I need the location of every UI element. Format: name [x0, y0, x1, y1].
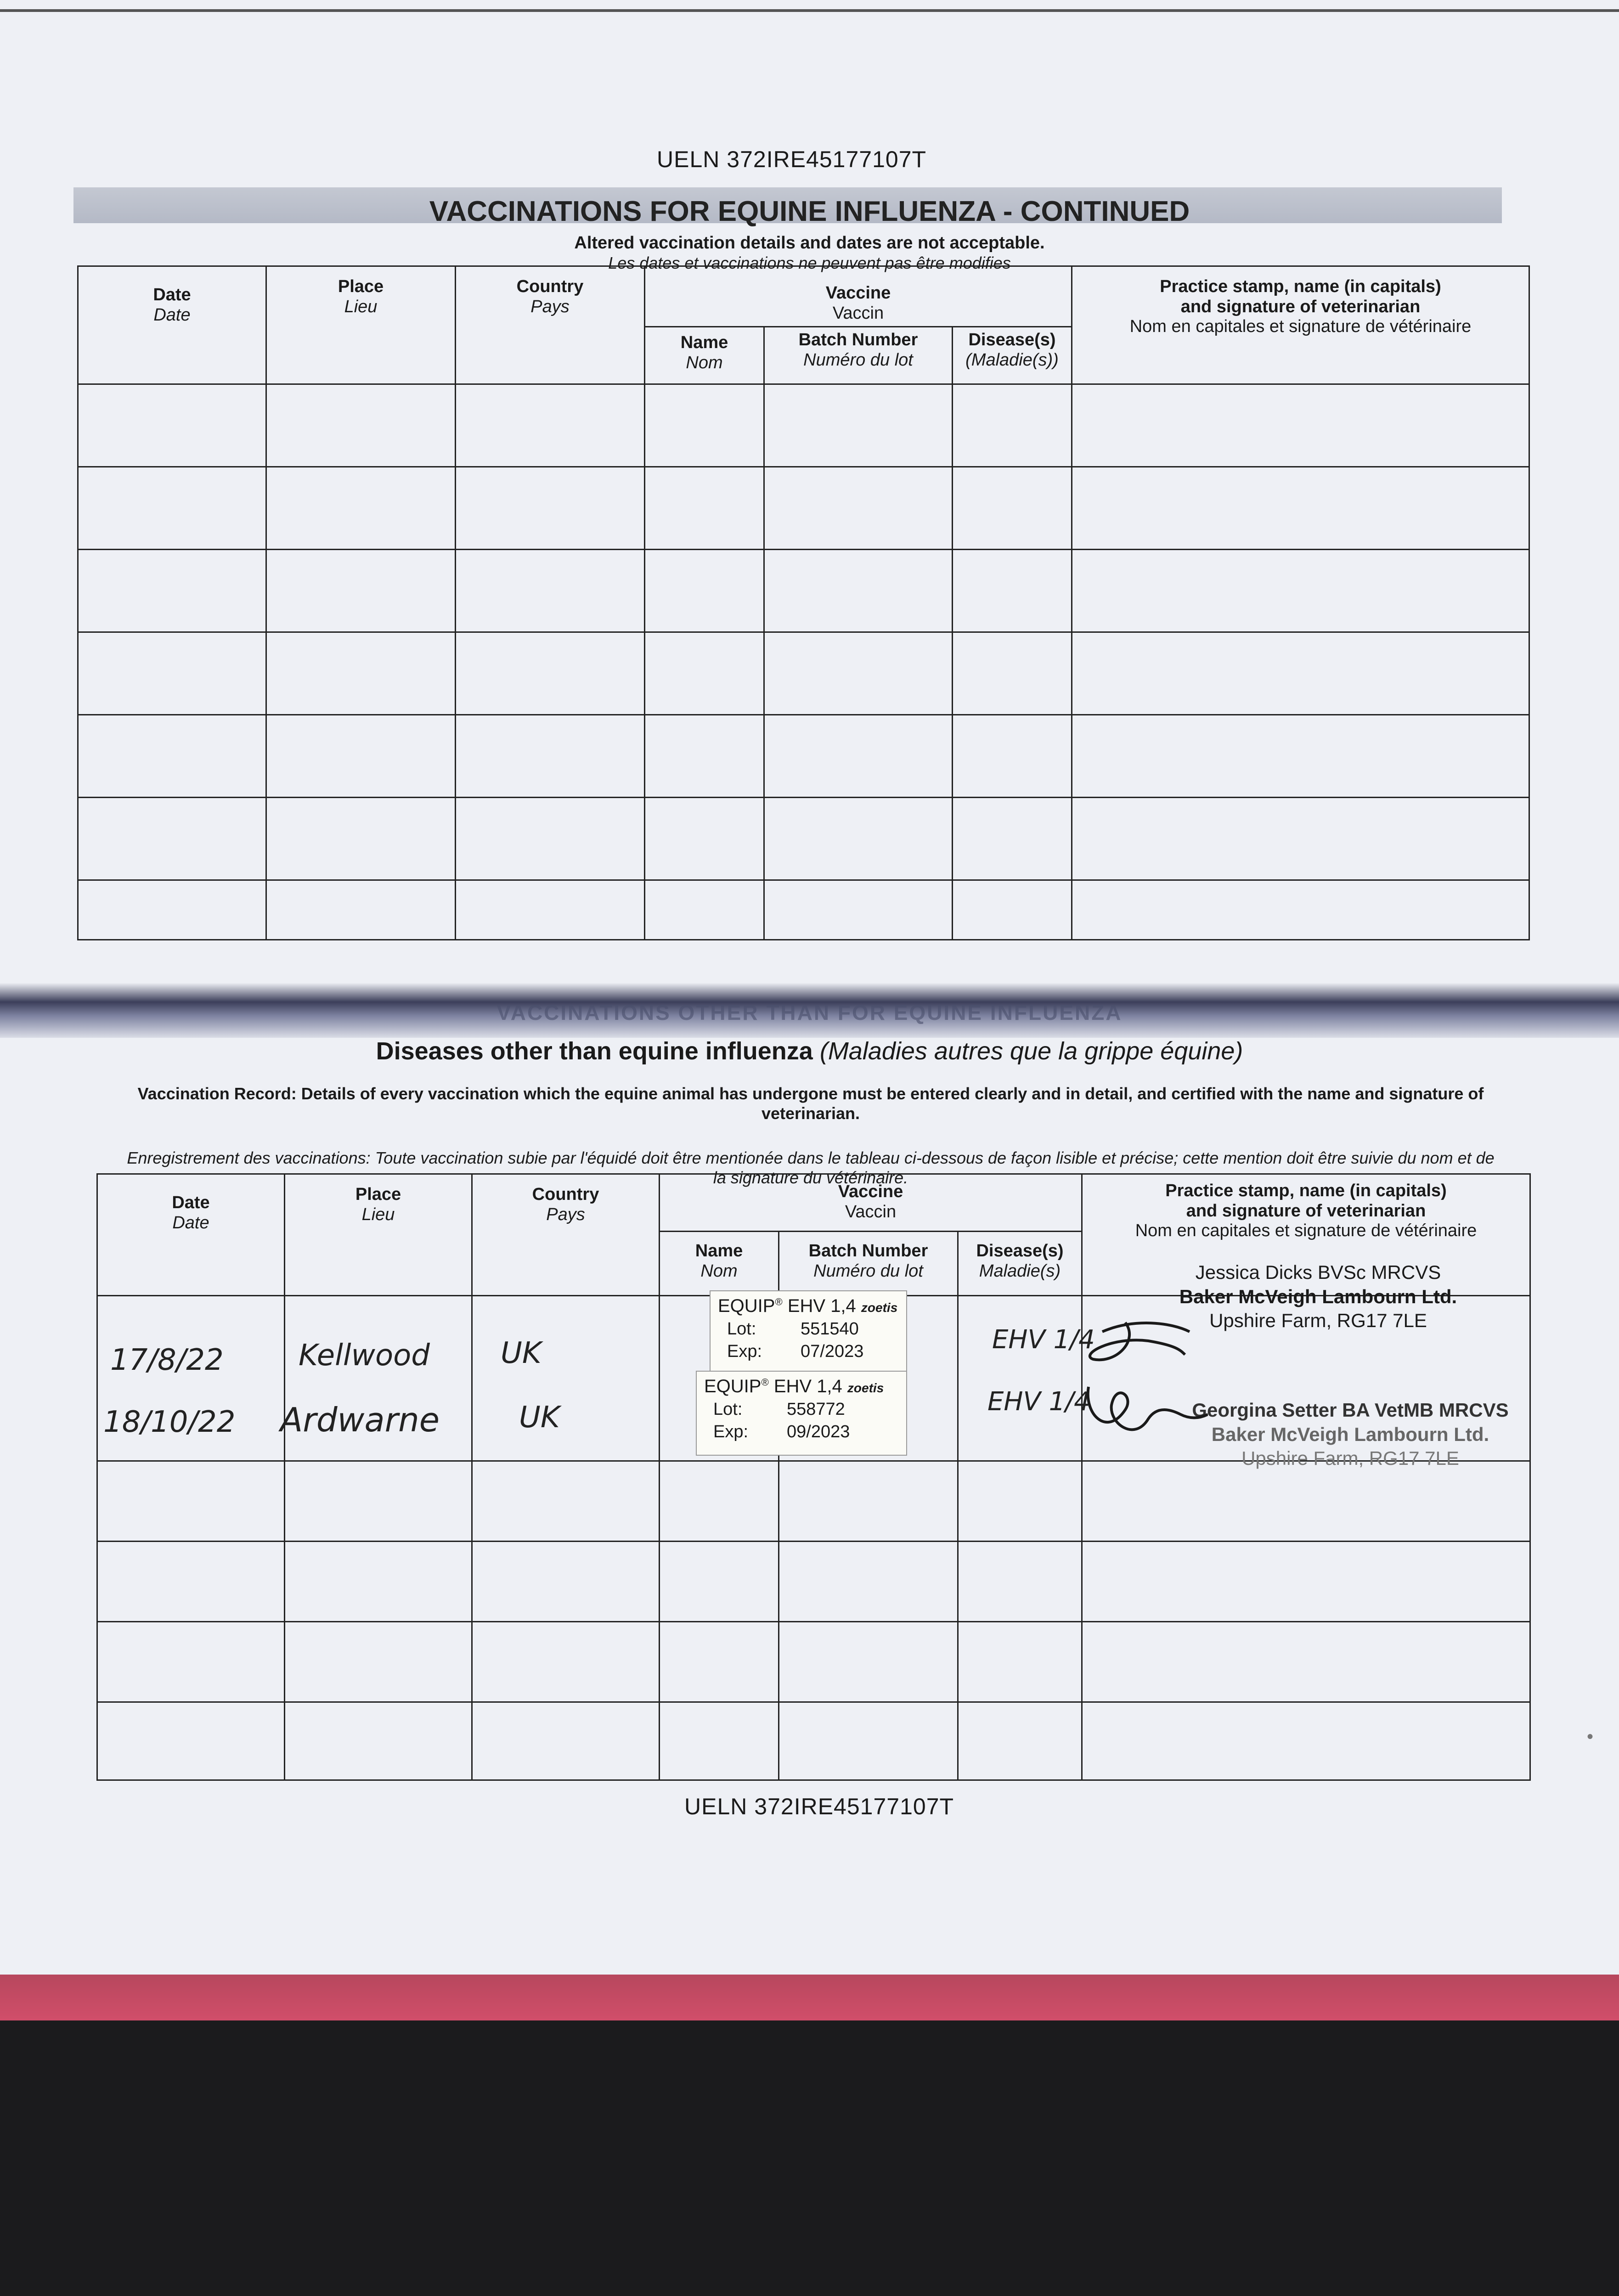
record-instructions-en: Vaccination Record: Details of every vaccination which the equine animal has undergone must be entered clearly and in detail, and certified with the name and signature of veterinarian. — [137, 1084, 1484, 1123]
sticker2-brand: zoetis — [847, 1381, 884, 1395]
header-vaccine-label-fr: Vaccin — [832, 303, 884, 323]
header-name — [660, 1232, 779, 1296]
header-date-label-fr: Date — [172, 1213, 209, 1232]
vet1-practice: Baker McVeigh Lambourn Ltd. — [1179, 1285, 1457, 1307]
sticker1-lot-label: Lot: — [727, 1319, 756, 1339]
scan-edge-strip — [0, 1975, 1619, 2020]
sticker1-exp: 07/2023 — [801, 1342, 864, 1361]
header-batch — [779, 1232, 958, 1296]
header-country — [472, 1174, 660, 1296]
table-row — [78, 880, 1529, 940]
sticker1-exp-label: Exp: — [727, 1342, 762, 1361]
header-date-label: Date — [153, 285, 191, 304]
header-place — [266, 266, 456, 384]
header-name — [645, 327, 764, 384]
table-row — [97, 1542, 1530, 1622]
sticker2-lot: 558772 — [787, 1400, 845, 1419]
sticker2-exp-label: Exp: — [713, 1422, 749, 1441]
sticker1-brand: zoetis — [861, 1300, 898, 1315]
influenza-vaccination-table — [77, 265, 1530, 940]
entry2-disease: EHV 1/4 — [987, 1387, 1090, 1417]
header-stamp-line2: and signature of veterinarian — [1180, 297, 1421, 316]
page-speck: • — [1587, 1727, 1594, 1747]
sticker2-lot-row — [704, 1400, 899, 1419]
section2-title-en: Diseases other than equine influenza — [376, 1037, 813, 1065]
header-disease-label-fr: Maladie(s) — [979, 1261, 1061, 1281]
vet2-name: Georgina Setter BA VetMB MRCVS — [1192, 1399, 1509, 1421]
header-practice-stamp — [1072, 266, 1529, 384]
table-row — [78, 550, 1529, 632]
vet1-address: Upshire Farm, RG17 7LE — [1209, 1310, 1427, 1331]
section1-subtitle-en: Altered vaccination details and dates are not acceptable. — [574, 233, 1045, 253]
signature-2 — [1088, 1387, 1208, 1429]
table-row — [97, 1702, 1530, 1780]
entry1-disease: EHV 1/4 — [992, 1325, 1095, 1355]
sticker1-lot: 551540 — [801, 1319, 859, 1339]
signature-1 — [1090, 1322, 1190, 1360]
header-vaccine-label-fr: Vaccin — [845, 1202, 897, 1221]
sticker2-lot-label: Lot: — [713, 1400, 743, 1419]
header-country-label-fr: Pays — [530, 297, 570, 316]
section2-title — [0, 1037, 1619, 1065]
header-name-label: Name — [695, 1241, 743, 1261]
section2-title-fr: (Maladies autres que la grippe équine) — [819, 1037, 1243, 1065]
table-row — [78, 632, 1529, 715]
sticker2-exp: 09/2023 — [787, 1422, 850, 1441]
header-disease-label: Disease(s) — [976, 1241, 1064, 1261]
header-vaccine — [645, 266, 1072, 327]
entry1-country: UK — [501, 1336, 542, 1370]
header-disease — [953, 327, 1072, 384]
vet-stamp-2 — [1176, 1398, 1525, 1471]
header-batch — [764, 327, 953, 384]
header-batch-label-fr: Numéro du lot — [803, 350, 913, 370]
page-edge-line — [0, 9, 1619, 12]
header-batch-label: Batch Number — [798, 330, 918, 349]
header-disease-label: Disease(s) — [968, 330, 1056, 349]
table-row — [97, 1622, 1530, 1702]
header-disease-label-fr: (Maladie(s)) — [965, 350, 1059, 370]
header-vaccine-label: Vaccine — [825, 283, 891, 303]
header-place-label-fr: Lieu — [344, 297, 378, 316]
header-country — [456, 266, 645, 384]
header-name-label: Name — [680, 333, 728, 352]
entry2-place: Ardwarne — [280, 1401, 440, 1439]
vet2-address: Upshire Farm, RG17 7LE — [1241, 1447, 1459, 1469]
section1-title: VACCINATIONS FOR EQUINE INFLUENZA - CONTINUED — [429, 196, 1190, 227]
header-date — [97, 1174, 285, 1296]
entry2-country: UK — [519, 1401, 560, 1435]
header-place-label: Place — [338, 277, 384, 296]
header-name-label-fr: Nom — [700, 1261, 738, 1281]
header-stamp-fr: Nom en capitales et signature de vétérinaire — [1135, 1221, 1477, 1241]
header-batch-label-fr: Numéro du lot — [813, 1261, 923, 1281]
header-vaccine-label: Vaccine — [838, 1182, 903, 1201]
sticker1-title: EQUIP® EHV 1,4 zoetis — [718, 1296, 898, 1316]
header-stamp-line1: Practice stamp, name (in capitals) — [1160, 277, 1441, 296]
sticker2-exp-row — [704, 1422, 899, 1442]
section1-subtitle-fr: Les dates et vaccinations ne peuvent pas être modifies — [608, 253, 1011, 272]
table-row — [78, 467, 1529, 550]
header-place — [285, 1174, 472, 1296]
sticker1-product-type: EHV 1,4 — [787, 1296, 856, 1316]
header-country-label: Country — [516, 277, 584, 296]
sticker2-product-name: EQUIP — [704, 1376, 762, 1396]
header-stamp-line1: Practice stamp, name (in capitals) — [1165, 1181, 1447, 1200]
ueln-top: UELN 372IRE45177107T — [657, 146, 927, 172]
vet-signatures — [1070, 1304, 1208, 1460]
vet2-practice: Baker McVeigh Lambourn Ltd. — [1211, 1423, 1489, 1445]
header-stamp-fr: Nom en capitales et signature de vétérinaire — [1129, 317, 1472, 337]
section2-faded-title: VACCINATIONS OTHER THAN FOR EQUINE INFLUENZA — [496, 1001, 1123, 1024]
header-date-label: Date — [172, 1193, 210, 1212]
table-row — [78, 798, 1529, 880]
ueln-bottom: UELN 372IRE45177107T — [684, 1794, 954, 1819]
header-place-label-fr: Lieu — [361, 1204, 395, 1224]
header-disease — [958, 1232, 1082, 1296]
sticker2-title: EQUIP® EHV 1,4 zoetis — [704, 1376, 884, 1396]
sticker2-product-type: EHV 1,4 — [773, 1376, 842, 1396]
scan-background-strip — [0, 1975, 1619, 2296]
header-name-label-fr: Nom — [686, 353, 723, 372]
record-instructions-fr: Enregistrement des vaccinations: Toute vaccination subie par l'équidé doit être mentionée dans le tableau ci-dessous de façon lisible et précise; cette mention doit être suivie du nom et de la signature du vétérinaire. — [127, 1148, 1495, 1187]
entry1-place: Kellwood — [299, 1339, 430, 1373]
table-row — [97, 1461, 1530, 1542]
header-country-label: Country — [532, 1185, 599, 1204]
vaccine-sticker-1 — [710, 1290, 907, 1373]
entry2-date: 18/10/22 — [103, 1405, 236, 1439]
table-row — [78, 715, 1529, 798]
header-date-label-fr: Date — [153, 305, 191, 325]
header-vaccine — [660, 1174, 1082, 1232]
sticker1-lot-row — [718, 1319, 899, 1339]
vaccine-sticker-2 — [696, 1371, 907, 1456]
entry1-date: 17/8/22 — [110, 1343, 224, 1377]
header-stamp-line2: and signature of veterinarian — [1186, 1201, 1426, 1221]
header-batch-label: Batch Number — [808, 1241, 928, 1261]
sticker1-exp-row — [718, 1342, 899, 1362]
vet1-name: Jessica Dicks BVSc MRCVS — [1195, 1261, 1441, 1283]
header-place-label: Place — [355, 1185, 401, 1204]
header-country-label-fr: Pays — [546, 1204, 585, 1224]
table-row — [78, 384, 1529, 467]
sticker1-product-name: EQUIP — [718, 1296, 775, 1316]
header-date — [78, 266, 266, 384]
